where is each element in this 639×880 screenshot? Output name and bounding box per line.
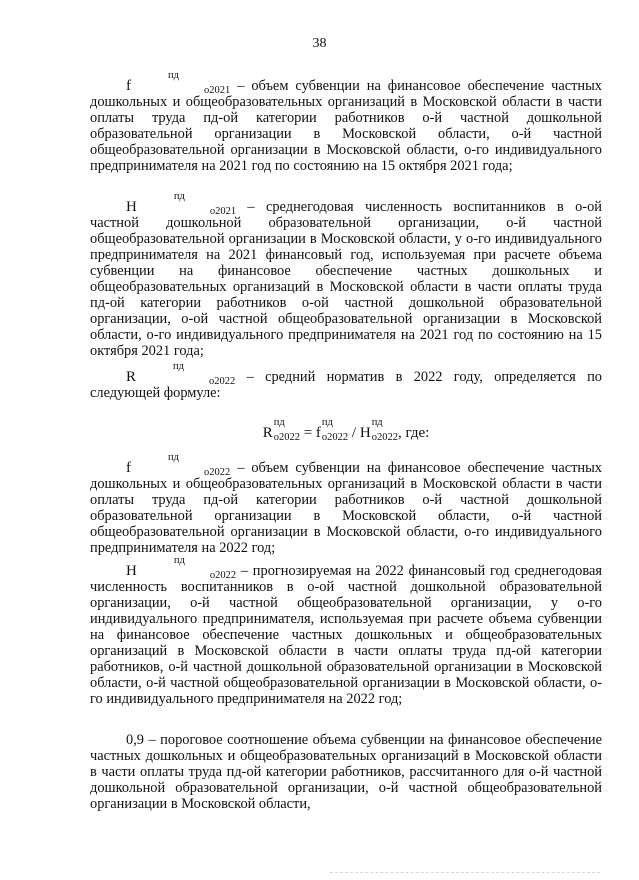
symbol-letter: f bbox=[126, 78, 131, 94]
symbol-f-2022 bbox=[126, 452, 231, 478]
formula-equals: = bbox=[299, 425, 316, 441]
symbol-letter: H bbox=[126, 199, 137, 215]
formula-r bbox=[262, 417, 300, 443]
symbol-h-2022 bbox=[126, 555, 237, 581]
symbol-letter: R bbox=[262, 425, 273, 441]
definition-h-2021 bbox=[90, 191, 602, 359]
symbol-h-2021 bbox=[126, 191, 237, 217]
symbol-scripts bbox=[371, 417, 398, 443]
formula-h bbox=[359, 417, 398, 443]
paragraph-text: – объем субвенции на финансовое обеспечение частных дошкольных и общеобразовательных организаций в Московской области в части оплаты труда пд-ой категории работников о-й частной дошкольной образовательной организации в Московской области, о-й частной общеобразовательной организации в Московской области, о-го индивидуального предпринимателя на 2022 год; bbox=[90, 460, 602, 556]
formula-divide: / bbox=[348, 425, 360, 441]
symbol-scripts bbox=[138, 555, 237, 581]
formula-f bbox=[315, 417, 349, 443]
definition-h-2022 bbox=[90, 555, 602, 707]
scan-artifact bbox=[330, 872, 600, 875]
superscript: пд bbox=[168, 70, 179, 81]
symbol-r-2022 bbox=[126, 361, 236, 387]
symbol-scripts bbox=[138, 191, 237, 217]
superscript: пд bbox=[168, 452, 179, 463]
paragraph-text: 0,9 – пороговое соотношение объема субвенции на финансовое обеспечение частных дошкольных и общеобразовательных организаций в Московской области в части оплаты труда пд-ой категории работников, рассчитанного для о-й частной дошкольной образовательной организации, о-й частной общеобразовательной организации в Московской области, bbox=[90, 732, 602, 812]
subscript: o2022 bbox=[273, 432, 300, 443]
symbol-letter: H bbox=[359, 425, 371, 441]
symbol-f-2021 bbox=[126, 70, 231, 96]
definition-f-2022 bbox=[90, 452, 602, 556]
definition-threshold bbox=[90, 732, 602, 812]
symbol-scripts bbox=[273, 417, 300, 443]
symbol-letter: f bbox=[315, 425, 321, 441]
symbol-letter: H bbox=[126, 563, 137, 579]
subscript: o2022 bbox=[209, 376, 236, 387]
paragraph-text: – средний норматив в 2022 году, определяется по следующей формуле: bbox=[90, 369, 602, 401]
symbol-letter: f bbox=[126, 460, 131, 476]
definition-r-2022 bbox=[90, 361, 602, 401]
symbol-scripts bbox=[132, 70, 231, 96]
page-number: 38 bbox=[312, 36, 327, 51]
superscript: пд bbox=[173, 361, 184, 372]
formula bbox=[90, 417, 602, 443]
symbol-scripts bbox=[137, 361, 236, 387]
superscript: пд bbox=[273, 417, 285, 428]
superscript: пд bbox=[173, 191, 185, 202]
subscript: o2021 bbox=[209, 206, 237, 217]
definition-f-2021 bbox=[90, 70, 602, 174]
superscript: пд bbox=[371, 417, 383, 428]
paragraph-text: – объем субвенции на финансовое обеспечение частных дошкольных и общеобразовательных организаций в Московской области в части оплаты труда пд-ой категории работников о-й частной дошкольной образовательной организации в Московской области, о-й частной общеобразовательной организации в Московской области, о-го индивидуального предпринимателя на 2021 год по состоянию на 15 октября 2021 года; bbox=[90, 78, 602, 174]
symbol-scripts bbox=[321, 417, 349, 443]
superscript: пд bbox=[321, 417, 333, 428]
subscript: o2022 bbox=[204, 467, 231, 478]
symbol-scripts bbox=[132, 452, 231, 478]
paragraph-text: – прогнозируемая на 2022 финансовый год среднегодовая численность воспитанников в о-ой частной дошкольной образовательной организации, о-й частной общеобразовательной организации, у о-го индивидуального предпринимателя, используемая при расчете объема субвенции на финансовое обеспечение частных дошкольных и общеобразовательных организаций в Московской области в части оплаты труда пд-ой категории работников, о-й частной дошкольной образовательной организации в Московской области, о-й частной общеобразовательной организации в Московской области, о-го индивидуального предпринимателя на 2022 год; bbox=[90, 563, 602, 707]
formula-tail: , где: bbox=[397, 425, 430, 441]
subscript: o2022 bbox=[209, 570, 237, 581]
subscript: o2022 bbox=[371, 432, 398, 443]
subscript: o2021 bbox=[204, 85, 231, 96]
superscript: пд bbox=[173, 555, 185, 566]
symbol-letter: R bbox=[126, 369, 137, 385]
subscript: o2022 bbox=[321, 432, 349, 443]
paragraph-text: – среднегодовая численность воспитанников в о-ой частной дошкольной образовательной организации, о-й частной общеобразовательной организации в Московской области, у о-го индивидуального предпринимателя на 2021 финансовый год, используемая при расчете объема субвенции на финансовое обеспечение частных дошкольных и общеобразовательных организаций в Московской области в части оплаты труда пд-ой категории работников о-ой частной дошкольной образовательной организации, о-ой частной общеобразовательной организации в Московской области, о-го индивидуального предпринимателя на 2021 год по состоянию на 15 октября 2021 года; bbox=[90, 199, 602, 359]
